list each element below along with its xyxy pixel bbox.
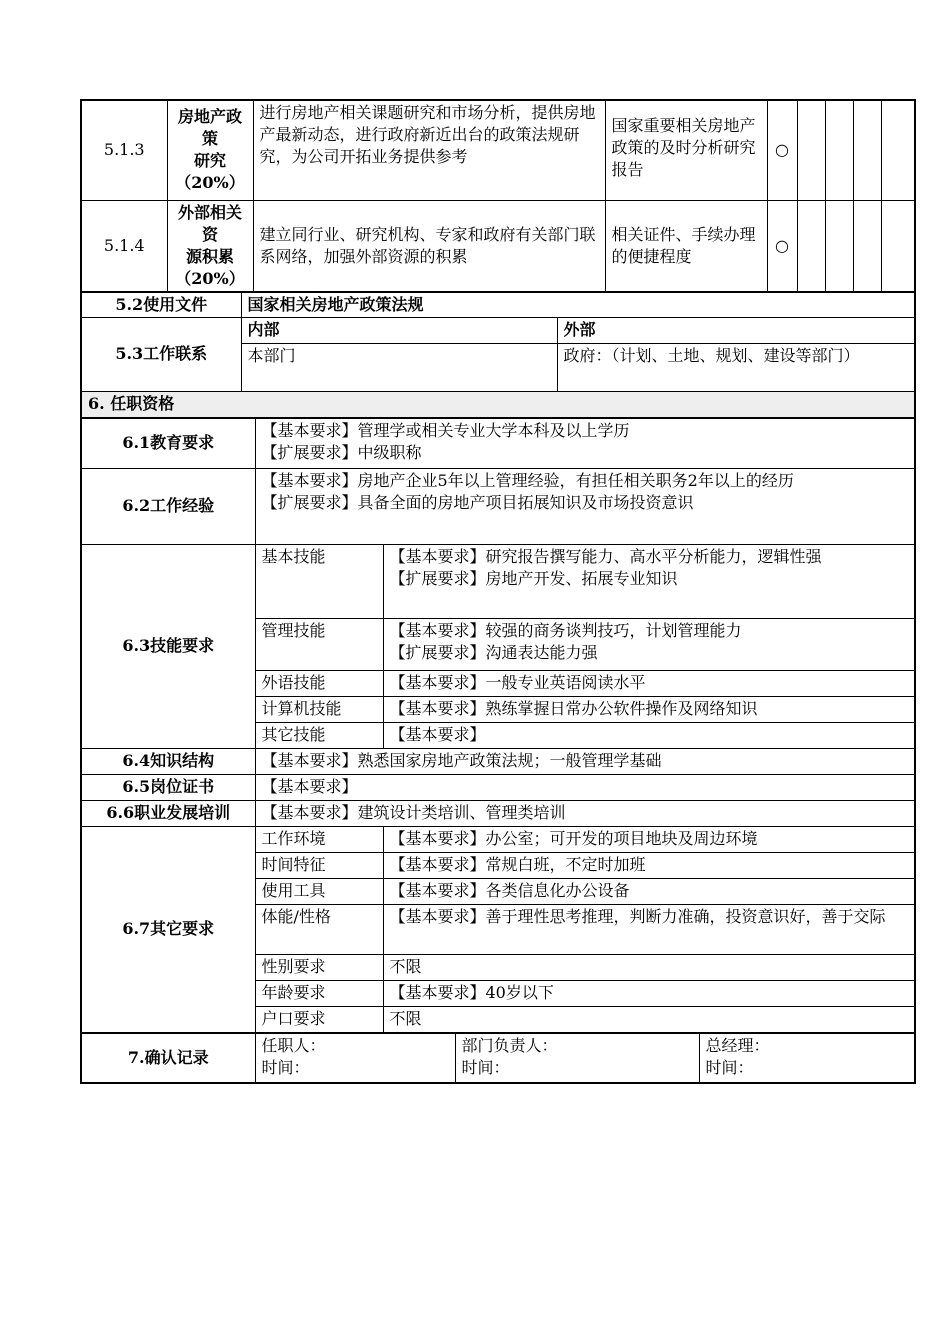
duty-content: 建立同行业、研究机构、专家和政府有关部门联系网络，加强外部资源的积累: [253, 200, 605, 291]
requirement-value: 【基本要求】各类信息化办公设备: [383, 878, 915, 904]
used-documents-value: 国家相关房地产政策法规: [241, 292, 915, 317]
other-requirement-row: [81, 826, 915, 852]
requirement-name: 使用工具: [255, 878, 383, 904]
skill-value: 【基本要求】一般专业英语阅读水平: [383, 670, 915, 696]
incumbent-label: 任职人：: [261, 1035, 326, 1055]
experience-row: [81, 468, 915, 544]
duty-id: 5.1.3: [81, 100, 167, 200]
duty-title: [167, 100, 253, 200]
basic-requirement: 【基本要求】研究报告撰写能力、高水平分析能力，逻辑性强: [389, 546, 822, 566]
requirement-value: 【基本要求】40岁以下: [383, 980, 915, 1006]
department-head-signature: [455, 1033, 699, 1083]
skill-name: 计算机技能: [255, 696, 383, 722]
incumbent-time: 时间：: [261, 1057, 310, 1077]
circle-mark-icon: ○: [775, 140, 789, 160]
empty-cell: [797, 200, 825, 291]
requirement-value: 【基本要求】常规白班，不定时加班: [383, 852, 915, 878]
basic-requirement: 【基本要求】房地产企业5年以上管理经验，有担任相关职务2年以上的经历: [261, 470, 794, 490]
extended-requirement: 【扩展要求】具备全面的房地产项目拓展知识及市场投资意识: [261, 492, 694, 512]
other-requirements-label: 6.7其它要求: [81, 826, 255, 1032]
external-header: 外部: [557, 317, 915, 343]
department-head-time: 时间：: [461, 1057, 510, 1077]
duty-measure: 国家重要相关房地产政策的及时分析研究报告: [605, 100, 767, 200]
skill-name: 外语技能: [255, 670, 383, 696]
training-label: 6.6职业发展培训: [81, 800, 255, 826]
duty-mark: [767, 100, 797, 200]
skills-label: 6.3技能要求: [81, 544, 255, 748]
internal-value: 本部门: [241, 343, 557, 391]
experience-value: [255, 468, 915, 544]
requirement-value: 【基本要求】办公室；可开发的项目地块及周边环境: [383, 826, 915, 852]
used-documents-row: [81, 292, 915, 317]
education-label: 6.1教育要求: [81, 418, 255, 468]
knowledge-row: [81, 748, 915, 774]
duty-measure: 相关证件、手续办理的便捷程度: [605, 200, 767, 291]
general-manager-label: 总经理：: [705, 1035, 770, 1055]
certificate-row: [81, 774, 915, 800]
skill-name: 管理技能: [255, 618, 383, 670]
duties-table: [80, 99, 916, 292]
work-contacts-label: 5.3工作联系: [81, 317, 241, 391]
skill-row: [81, 544, 915, 618]
empty-cell: [825, 100, 853, 200]
incumbent-signature: [255, 1033, 455, 1083]
requirement-name: 体能/性格: [255, 904, 383, 954]
empty-cell: [825, 200, 853, 291]
requirement-name: 时间特征: [255, 852, 383, 878]
empty-cell: [853, 100, 881, 200]
empty-cell: [881, 100, 915, 200]
confirmation-table: [80, 1033, 916, 1085]
duty-content: 进行房地产相关课题研究和市场分析，提供房地产最新动态，进行政府新近出台的政策法规研究，为公司开拓业务提供参考: [253, 100, 605, 200]
requirement-name: 性别要求: [255, 954, 383, 980]
education-value: [255, 418, 915, 468]
knowledge-label: 6.4知识结构: [81, 748, 255, 774]
confirmation-label: 7.确认记录: [81, 1033, 255, 1083]
duty-mark: [767, 200, 797, 291]
duty-row: [81, 200, 915, 291]
section-6-row: [81, 391, 915, 417]
duty-weight: （20%）: [175, 173, 245, 193]
skill-value: 【基本要求】熟练掌握日常办公软件操作及网络知识: [383, 696, 915, 722]
skill-value: 【基本要求】: [383, 722, 915, 748]
education-row: [81, 418, 915, 468]
requirement-value: 不限: [383, 1006, 915, 1032]
certificate-label: 6.5岗位证书: [81, 774, 255, 800]
extended-requirement: 【扩展要求】房地产开发、拓展专业知识: [389, 568, 678, 588]
duty-weight: （20%）: [175, 268, 245, 288]
requirement-name: 户口要求: [255, 1006, 383, 1032]
empty-cell: [881, 200, 915, 291]
requirement-name: 年龄要求: [255, 980, 383, 1006]
basic-requirement: 【基本要求】较强的商务谈判技巧，计划管理能力: [389, 620, 742, 640]
requirement-name: 工作环境: [255, 826, 383, 852]
documents-contacts-table: [80, 292, 916, 418]
position-description-page: [80, 99, 914, 1084]
circle-mark-icon: ○: [775, 235, 789, 255]
skill-name: 其它技能: [255, 722, 383, 748]
duty-title-line: 研究: [193, 151, 226, 171]
duty-title: [167, 200, 253, 291]
skill-value: [383, 618, 915, 670]
training-value: 【基本要求】建筑设计类培训、管理类培训: [255, 800, 915, 826]
general-manager-signature: [699, 1033, 915, 1083]
certificate-value: 【基本要求】: [255, 774, 915, 800]
requirement-value: 不限: [383, 954, 915, 980]
extended-requirement: 【扩展要求】中级职称: [261, 442, 422, 462]
used-documents-label: 5.2使用文件: [81, 292, 241, 317]
requirement-value: 【基本要求】善于理性思考推理，判断力准确，投资意识好，善于交际: [383, 904, 915, 954]
contacts-header-row: [81, 317, 915, 343]
general-manager-time: 时间：: [705, 1057, 754, 1077]
duty-id: 5.1.4: [81, 200, 167, 291]
empty-cell: [797, 100, 825, 200]
duty-title-line: 房地产政策: [177, 107, 242, 149]
section-6-title: 6. 任职资格: [81, 391, 915, 417]
basic-requirement: 【基本要求】管理学或相关专业大学本科及以上学历: [261, 420, 630, 440]
knowledge-value: 【基本要求】熟悉国家房地产政策法规；一般管理学基础: [255, 748, 915, 774]
internal-header: 内部: [241, 317, 557, 343]
extended-requirement: 【扩展要求】沟通表达能力强: [389, 642, 598, 662]
skill-value: [383, 544, 915, 618]
department-head-label: 部门负责人：: [461, 1035, 558, 1055]
experience-label: 6.2工作经验: [81, 468, 255, 544]
external-value: 政府：（计划、土地、规划、建设等部门）: [557, 343, 915, 391]
empty-cell: [853, 200, 881, 291]
confirmation-row: [81, 1033, 915, 1083]
duty-row: [81, 100, 915, 200]
duty-title-line: 源积累: [185, 246, 234, 266]
training-row: [81, 800, 915, 826]
duty-title-line: 外部相关资: [177, 202, 242, 244]
qualifications-table: [80, 418, 916, 1033]
skill-name: 基本技能: [255, 544, 383, 618]
